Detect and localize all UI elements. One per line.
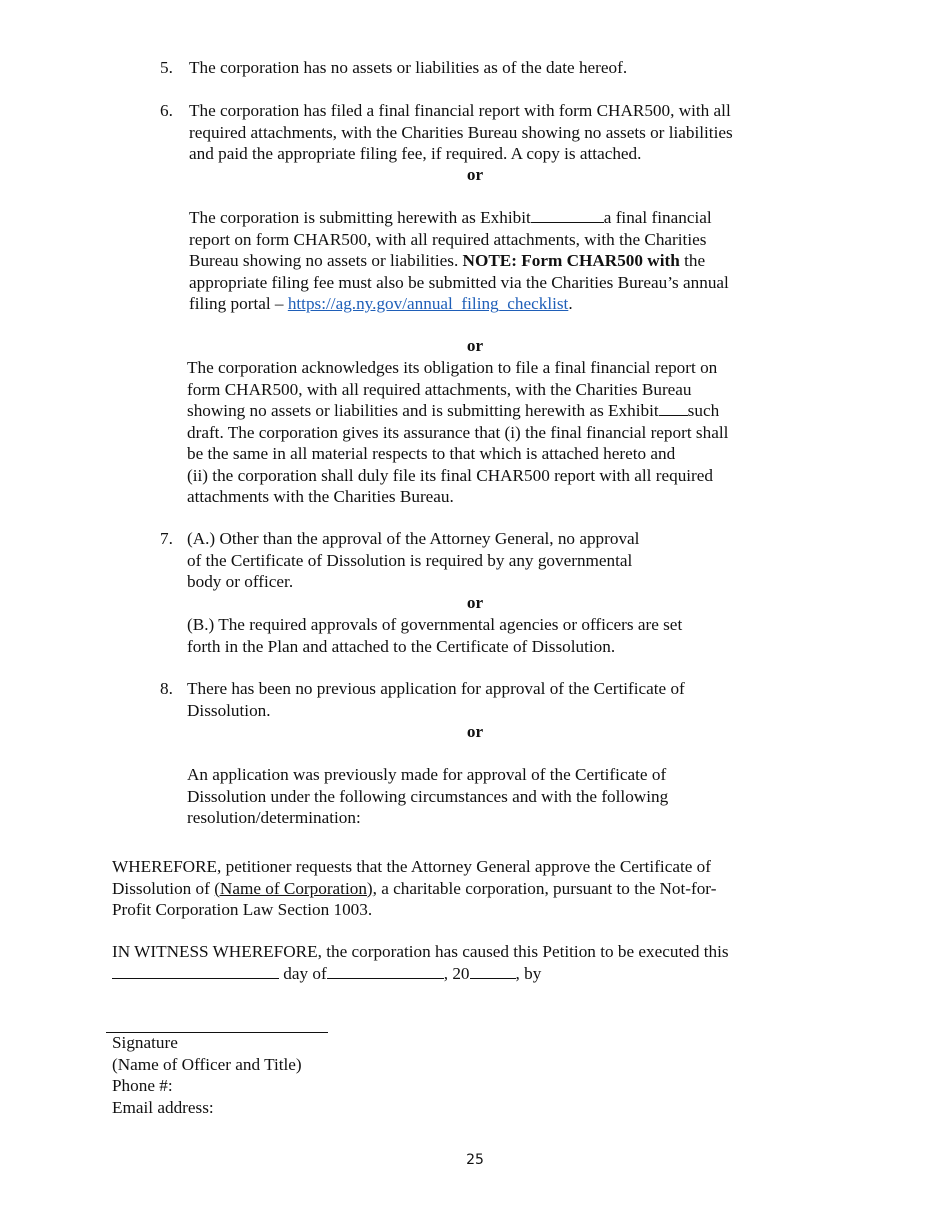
corporation-name-field[interactable]: (Name of Corporation) (214, 878, 373, 898)
alt-2-text: such (687, 401, 720, 420)
item-8-alternative (187, 764, 668, 829)
alt-2-text: showing no assets or liabilities and is submitting herewith as Exhibit (187, 401, 659, 420)
item-7-number: 7. (160, 529, 173, 548)
or-separator: or (466, 722, 484, 741)
witness-text: , 20 (443, 963, 470, 983)
item-7-b-line: forth in the Plan and attached to the Certificate of Dissolution. (187, 636, 616, 656)
alt-2-line: The corporation acknowledges its obligation to file a final financial report on (187, 358, 718, 377)
alt-2-line: be the same in all material respects to that which is attached hereto and (187, 444, 676, 463)
alt-1-line: appropriate filing fee must also be submitted via the Charities Bureau’s annual (189, 272, 729, 292)
item-6-alternative-2 (187, 357, 728, 508)
year-blank[interactable] (470, 963, 516, 979)
alt-1-text: . (568, 294, 573, 313)
alt-1-text: Bureau showing no assets or liabilities. (189, 251, 463, 270)
item-8-line: There has been no previous application for approval of the Certificate of (187, 679, 685, 698)
or-separator: or (466, 593, 484, 612)
exhibit-text: The corporation is submitting herewith as Exhibit (189, 208, 531, 227)
page-number: 25 (466, 1152, 484, 1168)
witness-text: , by (515, 963, 542, 983)
item-8-number: 8. (160, 679, 173, 698)
item-8-alt-line: resolution/determination: (187, 808, 361, 827)
alt-2-line: draft. The corporation gives its assurance that (i) the final financial report shall (187, 422, 729, 442)
alt-1-text: the (679, 251, 706, 270)
item-8-line: Dissolution. (187, 700, 271, 720)
item-7-option-b (187, 614, 682, 657)
item-8-alt-line: Dissolution under the following circumstances and with the following (187, 786, 669, 806)
item-7-b-line: (B.) The required approvals of governmental agencies or officers are set (187, 615, 683, 634)
item-6-number: 6. (160, 101, 173, 120)
wherefore-paragraph (112, 856, 716, 921)
item-8-paragraph (187, 678, 685, 721)
phone-label: Phone #: (112, 1076, 173, 1095)
note-bold-text: NOTE: Form CHAR500 with (462, 251, 680, 270)
witness-paragraph (112, 941, 729, 984)
signature-label: Signature (112, 1033, 178, 1052)
signature-block (112, 1032, 302, 1118)
item-6-line: The corporation has filed a final financial report with form CHAR500, with all (189, 101, 731, 120)
exhibit-blank[interactable] (659, 400, 688, 416)
item-7-option-a (187, 528, 639, 593)
alt-1-text: filing portal – (189, 294, 288, 313)
day-blank[interactable] (112, 963, 279, 979)
item-7-a-line: body or officer. (187, 572, 294, 591)
or-separator: or (466, 336, 484, 355)
exhibit-blank[interactable] (531, 207, 604, 223)
item-5-number: 5. (160, 58, 173, 77)
officer-name-title-label: (Name of Officer and Title) (112, 1054, 302, 1074)
witness-text: day of (279, 963, 327, 983)
wherefore-text: Dissolution of (112, 878, 215, 898)
wherefore-line: Profit Corporation Law Section 1003. (112, 900, 373, 919)
item-6-line: and paid the appropriate filing fee, if required. A copy is attached. (189, 144, 642, 163)
item-6-alternative-1 (189, 207, 729, 315)
item-5-text: The corporation has no assets or liabilities as of the date hereof. (189, 58, 628, 77)
email-label: Email address: (112, 1097, 214, 1117)
item-6-line: required attachments, with the Charities Bureau showing no assets or liabilities (189, 122, 733, 142)
alt-2-line: attachments with the Charities Bureau. (187, 487, 454, 506)
wherefore-line: WHEREFORE, petitioner requests that the Attorney General approve the Certificate of (112, 857, 711, 876)
wherefore-text: , a charitable corporation, pursuant to the Not-for- (372, 878, 717, 898)
alt-2-line: (ii) the corporation shall duly file its final CHAR500 report with all required (187, 465, 714, 485)
item-7-a-line: (A.) Other than the approval of the Attorney General, no approval (187, 529, 640, 548)
exhibit-text-after: a final financial (603, 208, 712, 227)
witness-line: IN WITNESS WHEREFORE, the corporation has caused this Petition to be executed this (112, 942, 729, 961)
alt-1-line: report on form CHAR500, with all required attachments, with the Charities (189, 229, 707, 249)
or-separator: or (466, 165, 484, 184)
item-6-paragraph (189, 100, 733, 165)
month-blank[interactable] (327, 963, 444, 979)
item-7-a-line: of the Certificate of Dissolution is required by any governmental (187, 550, 633, 570)
alt-2-line: form CHAR500, with all required attachments, with the Charities Bureau (187, 379, 692, 399)
item-8-alt-line: An application was previously made for approval of the Certificate of (187, 765, 667, 784)
annual-filing-checklist-link[interactable]: https://ag.ny.gov/annual_filing_checklist (287, 294, 569, 313)
